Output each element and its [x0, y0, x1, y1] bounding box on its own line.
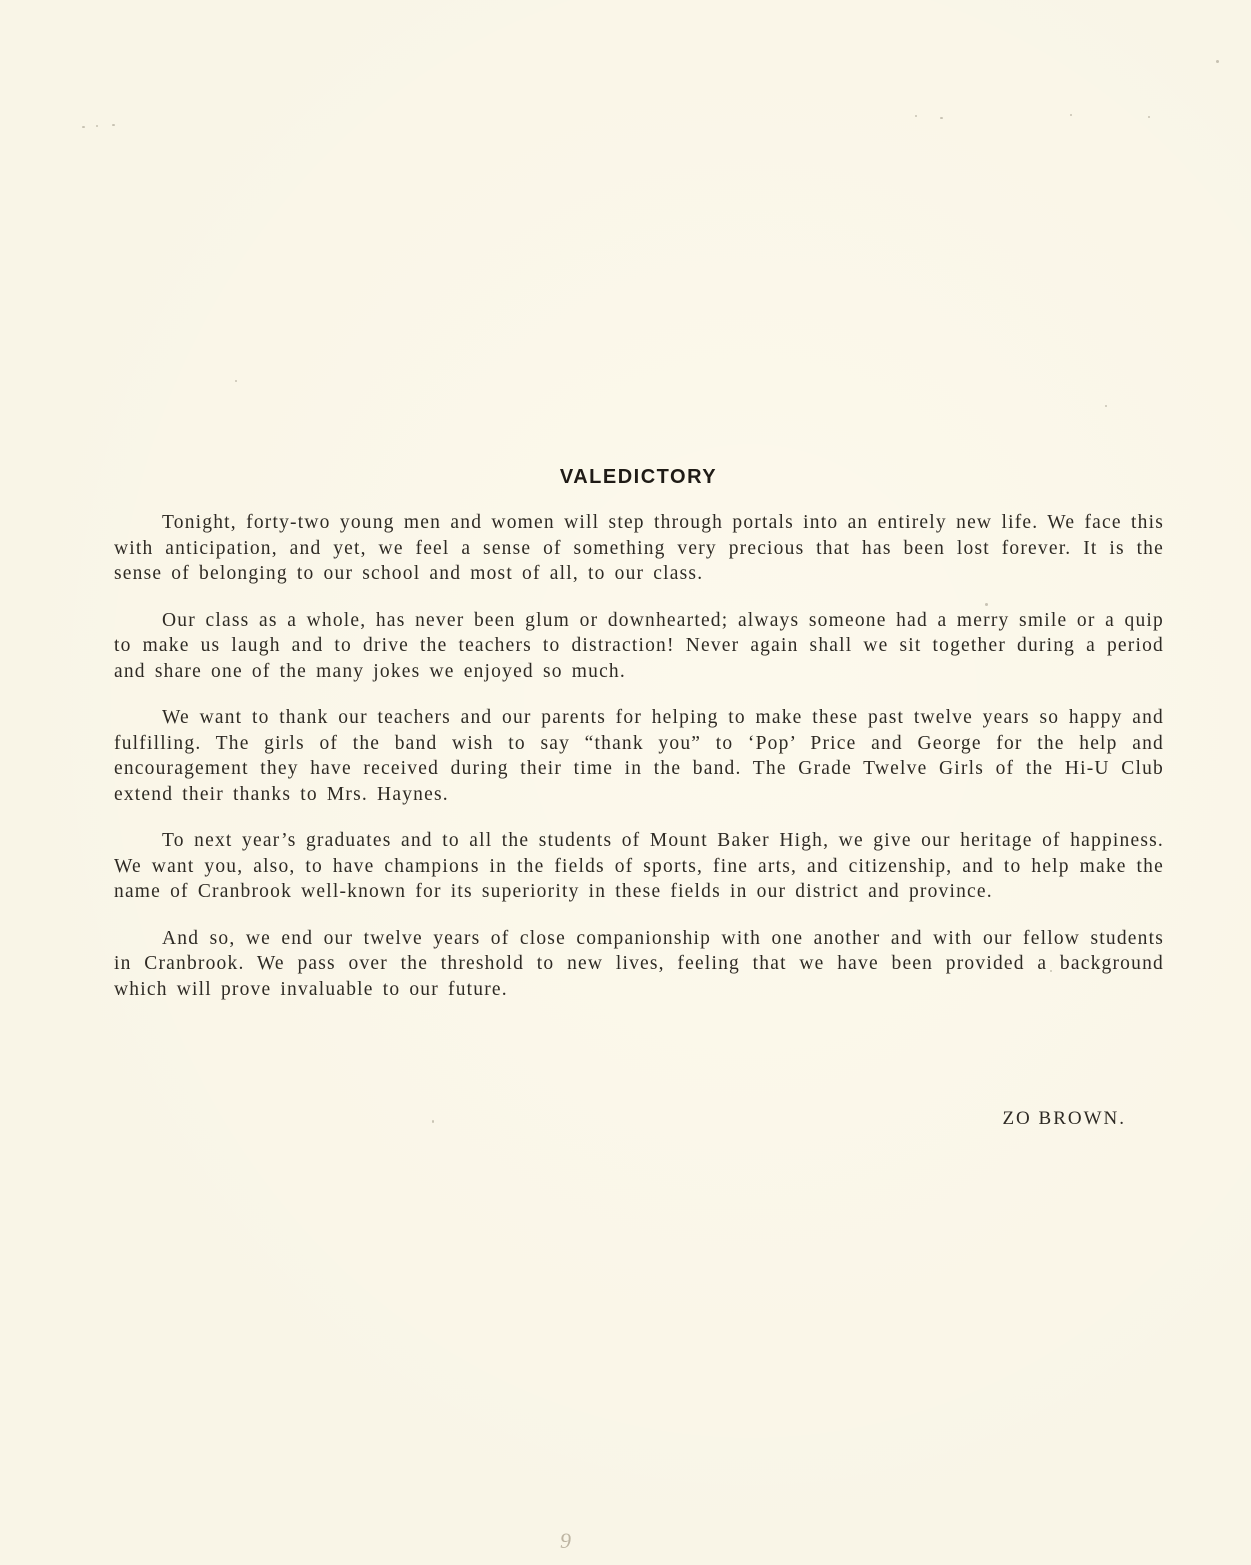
paper-speck	[1105, 405, 1107, 407]
paragraph-1: Tonight, forty-two young men and women will step through portals into an entirely new life. We face this with anticipation, and yet, we feel a sense of something very precious that has been lost forever. It is the sense of belonging to our school and most of all, to our class.	[114, 512, 1164, 584]
page-number-mark: 9	[560, 1528, 571, 1553]
paper-speck	[1148, 116, 1150, 118]
paper-speck	[432, 1120, 434, 1123]
paragraph-2: Our class as a whole, has never been glum or downhearted; always someone had a merry smile or a quip to make us laugh and to drive the teachers to distraction! Never again shall we sit together during a period and share one of the many jokes we enjoyed so much.	[114, 609, 1164, 682]
paper-speck	[82, 126, 85, 128]
paragraph-3: We want to thank our teachers and our parents for helping to make these past twelve years so happy and fulfilling. The girls of the band wish to say “thank you” to ‘Pop’ Price and George for the help and encouragement they have received during their time in the band. The Grade Twelve Girls of the Hi-U Club extend their thanks to Mrs. Haynes.	[114, 707, 1164, 805]
page-title: VALEDICTORY	[559, 466, 718, 488]
paper-speck	[1216, 60, 1219, 63]
paragraph-4: To next year’s graduates and to all the students of Mount Baker High, we give our heritage of happiness. We want you, also, to have champions in the fields of sports, fine arts, and citizenship, and to help make the name of Cranbrook well-known for its superiority in these fields in our district and province.	[114, 830, 1164, 902]
valedictory-body	[114, 510, 1164, 1023]
paper-speck	[940, 117, 943, 119]
paper-speck	[112, 124, 115, 126]
paragraph-5: And so, we end our twelve years of close companionship with one another and with our fellow students in Cranbrook. We pass over the threshold to new lives, feeling that we have been provided a background which will prove invaluable to our future.	[114, 927, 1164, 1000]
paper-speck	[96, 125, 98, 127]
paper-speck	[1070, 114, 1072, 116]
paper-speck	[235, 380, 237, 382]
author-signature: ZO BROWN.	[1002, 1108, 1126, 1129]
paper-speck	[915, 115, 917, 117]
